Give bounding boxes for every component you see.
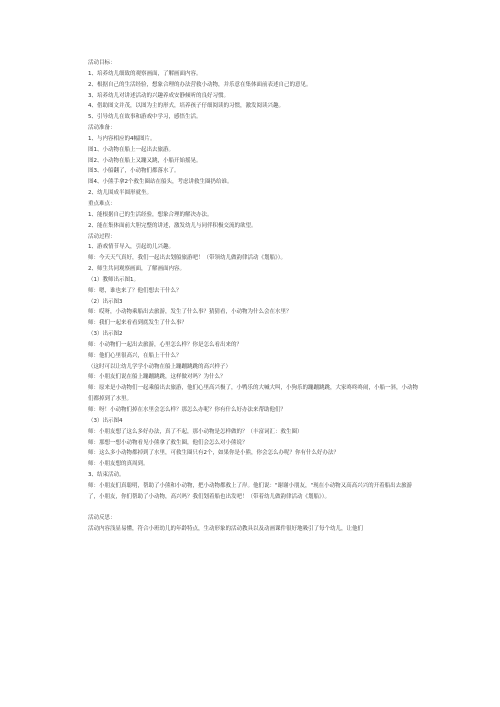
dialogue-line: 师：哎呀，小动物乘船出去旅游，发生了什么事？猜猜看，小动物为什么会在水里？ — [88, 309, 292, 316]
sub-step: （3）出示图2 — [88, 331, 123, 338]
dialogue-line: 师：那想一想小动物看见小熊拿了救生圈，他们会怎么对小熊说？ — [88, 439, 248, 446]
document-body — [88, 58, 418, 535]
section-heading-preparation: 活动准备： — [88, 125, 116, 132]
goal-item: 2、根据自己的生活经验，想象合理的办法营救小动物，并乐意在集体面前表述自己的意见。 — [88, 81, 312, 88]
process-step: 3、结束活动。 — [88, 472, 125, 479]
sub-step: （3）出示图4 — [88, 417, 123, 424]
process-step: 1、游戏情节导入，引起幼儿兴趣。 — [88, 244, 175, 251]
dialogue-line: 师：这么多小动物都掉到了水里，可救生圈只有2个，如果你是小熊，你会怎么办呢？你有什么好办法？ — [88, 450, 340, 457]
dialogue-line: 师：呀！小动物们掉在水里会怎么样？那怎么办呢？你有什么好办法来帮助他们？ — [88, 407, 287, 413]
picture-description: 图1、小动物在船上一起出去旅游。 — [88, 146, 175, 153]
dialogue-paragraph: 师：小朋友们真聪明，帮助了小熊和小动物，把小动物都救上了岸。他们说："谢谢小朋友，"现在小动物又高高兴兴的开着船出去旅游了，小朋友，你们帮助了小动物，高兴吗？我们划着船也出发吧！（带着幼儿做韵律活动《划船》）。 — [88, 482, 413, 500]
goal-item: 4、借助图文并茂，以图为主的形式，培养孩子仔细阅读的习惯，激发阅读兴趣。 — [88, 103, 285, 110]
section-heading-reflection: 活动反思： — [88, 515, 116, 522]
goal-item: 1、培养幼儿细致的观察画面，了解画面内容。 — [88, 70, 202, 77]
picture-description: 图4、小熊手拿2个救生圈站在船头，考虑讲救生圈扔给谁。 — [88, 179, 233, 186]
dialogue-line: 师：小动物们一起出去旅游，心里怎么样？你是怎么看出来的？ — [88, 341, 243, 348]
picture-description: 图2、小动物在船上又蹦又跳，小船开始摇晃。 — [88, 157, 202, 164]
dialogue-line: 师：小朋友想了这么多好办法，真了不起，那小动物是怎样做的？（丰富词汇：救生圈） — [88, 428, 303, 435]
dialogue-line: 师：嗯，谁也来了？他们想去干什么？ — [88, 287, 182, 294]
key-point-item: 1、能根据自己的生活经验，想象合理的解决办法。 — [88, 211, 213, 218]
preparation-item: 1、与内容相应的4幅图片。 — [88, 135, 156, 142]
dialogue-line: 师：今天天气真好，我们一起出去划船旅游吧！（带领幼儿做韵律活动《划船》）。 — [88, 255, 287, 262]
sub-step: （2）出示图3 — [88, 298, 123, 305]
goal-item: 3、培养幼儿对讲述活动的兴趣养成安静倾听的良好习惯。 — [88, 92, 230, 99]
sub-step: （1）教师出示图1。 — [88, 276, 139, 283]
dialogue-line: 师：小朋友们说在船上蹦蹦跳跳，这样做对吗？为什么？ — [88, 374, 226, 381]
reflection-paragraph: 活动内容浅显易懂，符合小班幼儿的年龄特点，生动形象的活动教具以及动画课件很好地吸引了每个幼儿，让他们 — [88, 526, 364, 533]
key-point-item: 2、能在集体面前大胆完整的讲述，激发幼儿与同伴积极交流的欲望。 — [88, 222, 257, 229]
dialogue-line: 师：小朋友想的真周到。 — [88, 461, 149, 468]
picture-description: 图3、小船翻了，小动物们都落水了。 — [88, 168, 180, 175]
dialogue-line: 师：我们一起来看看到底发生了什么事？ — [88, 320, 188, 327]
dialogue-line: 师：他们心里很高兴，在船上干什么？ — [88, 352, 182, 359]
section-heading-key-points: 重点难点： — [88, 200, 116, 207]
preparation-item: 2、幼儿围成半圆形就坐。 — [88, 190, 153, 197]
process-step: 2、师生共同观察画面，了解画面内容。 — [88, 266, 186, 273]
goal-item: 5、引导幼儿在故事和游戏中学习，感悟生活。 — [88, 114, 202, 121]
section-heading-process: 活动过程： — [88, 233, 116, 240]
dialogue-paragraph: 师：原来是小动物们一起乘船出去旅游，他们心里高兴极了，小鸭乐的大喊大叫，小狗乐的蹦蹦跳跳，大家咚咚咚闹，小船一斜，小动物们都掉到了水里。 — [88, 385, 418, 403]
section-heading-goals: 活动目标： — [88, 60, 116, 66]
note-line: （这时可以让幼儿学学小动物在船上蹦蹦跳跳的高兴样子） — [88, 363, 232, 370]
